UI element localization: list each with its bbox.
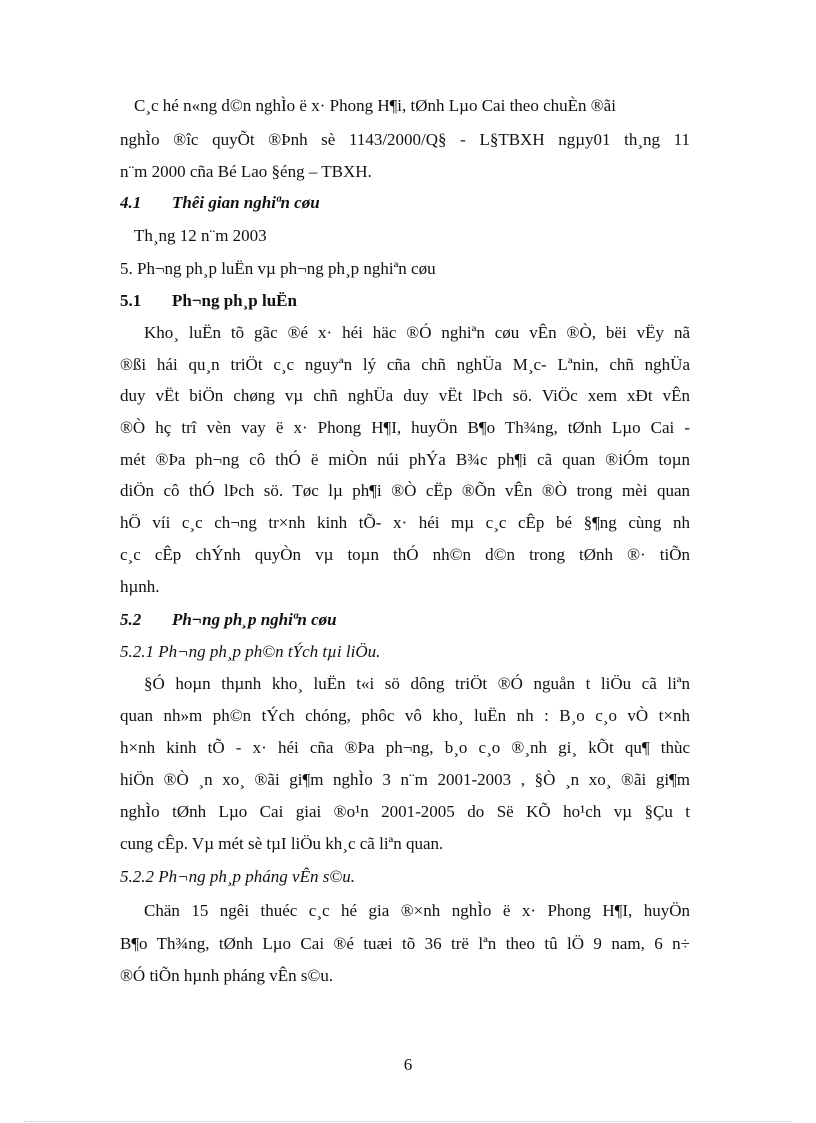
heading-title: Ph¬ng ph¸p luËn (172, 291, 297, 310)
paragraph-line: duy vËt biÖn chøng vµ chñ nghÜa duy vËt lÞch sö. ViÖc xem xÐt vÊn (120, 386, 690, 405)
heading-5-2-2: 5.2.2 Ph¬ng ph¸p pháng vÊn s©u. (120, 867, 355, 886)
paragraph-line: ®ßi hái qu¸n triÖt c¸c nguyªn lý cña chñ nghÜa M¸c- Lªnin, chñ nghÜa (120, 355, 690, 374)
paragraph-line: §Ó hoµn thµnh kho¸ luËn t«i sö dông triÖt ®Ó nguån t liÖu cã liªn (144, 674, 690, 693)
paragraph-line: ®Ó tiÕn hµnh pháng vÊn s©u. (120, 966, 334, 985)
paragraph-line: Kho¸ luËn tõ gãc ®é x· héi häc ®Ó nghiªn cøu vÊn ®Ò, bëi vËy nã (144, 323, 690, 342)
paragraph-line: h×nh kinh tÕ - x· héi cña ®Þa ph¬ng, b¸o c¸o ®¸nh gi¸ kÕt qu¶ thùc (120, 738, 690, 757)
page-number: 6 (403, 1055, 413, 1074)
heading-5-1 (120, 290, 690, 312)
paragraph-line: hiÖn ®Ò ¸n xo¸ ®ãi gi¶m nghÌo 3 n¨m 2001-2003 , §Ò ¸n xo¸ ®ãi gi¶m (120, 770, 690, 789)
paragraph-line: Th¸ng 12 n¨m 2003 (134, 226, 267, 245)
heading-4-1 (120, 192, 690, 214)
paragraph-line: c¸c cÊp chÝnh quyÒn vµ toµn thÓ nh©n d©n trong tØnh ®· tiÕn (120, 545, 690, 564)
paragraph-line: ®Ò hç trî vèn vay ë x· Phong H¶I, huyÖn B¶o Th¾ng, tØnh Lµo Cai - (120, 418, 690, 437)
paragraph-line: quan nh»m ph©n tÝch chóng, phôc vô kho¸ luËn nh : B¸o c¸o vÒ t×nh (120, 706, 690, 725)
paragraph-line: hÖ víi c¸c ch¬ng tr×nh kinh tÕ- x· héi mµ c¸c cÊp bé §¶ng cùng nh (120, 513, 690, 532)
page-bottom-divider (24, 1121, 792, 1122)
paragraph-line: Chän 15 ngêi thuéc c¸c hé gia ®×nh nghÌo ë x· Phong H¶I, huyÖn (144, 901, 690, 920)
paragraph-line: mét ®Þa ph¬ng cô thÓ ë miÒn núi phÝa B¾c ph¶i cã quan ®iÓm toµn (120, 450, 690, 469)
heading-number: 5.1 (120, 291, 142, 310)
paragraph-line: nghÌo ®îc quyÕt ®Þnh sè 1143/2000/Q§ - L§TBXH ngµy01 th¸ng 11 (120, 130, 690, 149)
heading-5-2 (120, 609, 690, 631)
paragraph-line: C¸c hé n«ng d©n nghÌo ë x· Phong H¶i, tØnh Lµo Cai theo chuÈn ®ãi (134, 96, 616, 115)
heading-number: 5.2 (120, 610, 142, 629)
paragraph-line: cung cÊp. Vµ mét sè tµI liÖu kh¸c cã liªn quan. (120, 834, 444, 853)
paragraph-line: n¨m 2000 cña Bé Lao §éng – TBXH. (120, 162, 372, 181)
section-heading-5: 5. Ph¬ng ph¸p luËn vµ ph¬ng ph¸p nghiªn cøu (120, 259, 436, 278)
paragraph-line: nghÌo tØnh Lµo Cai giai ®o¹n 2001-2005 do Së KÕ ho¹ch vµ §Çu t (120, 802, 690, 821)
paragraph-line: diÖn cô thÓ lÞch sö. Tøc lµ ph¶i ®Ò cËp ®Õn vÊn ®Ò trong mèi quan (120, 481, 690, 500)
heading-5-2-1: 5.2.1 Ph¬ng ph¸p ph©n tÝch tµi liÖu. (120, 642, 381, 661)
heading-title: Thêi gian nghiªn cøu (172, 193, 320, 212)
heading-title: Ph¬ng ph¸p nghiªn cøu (172, 610, 337, 629)
heading-number: 4.1 (120, 193, 142, 212)
paragraph-line: B¶o Th¾ng, tØnh Lµo Cai ®é tuæi tõ 36 trë lªn theo tû lÖ 9 nam, 6 n÷ (120, 934, 690, 953)
paragraph-line: hµnh. (120, 577, 160, 596)
